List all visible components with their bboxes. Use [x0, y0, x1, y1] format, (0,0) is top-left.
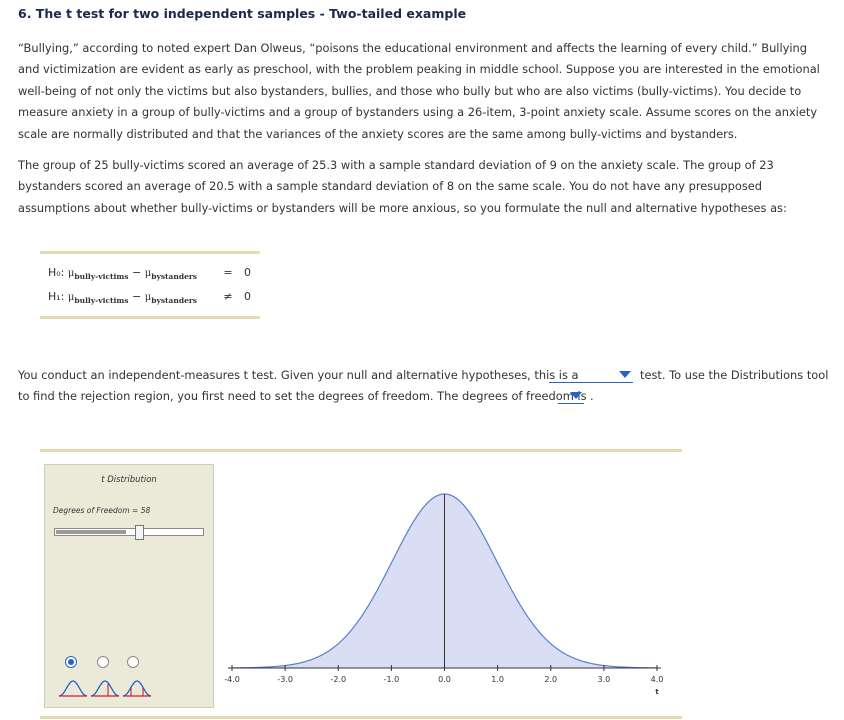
chevron-down-icon [570, 392, 582, 399]
t-distribution-chart[interactable] [212, 464, 682, 706]
x-axis-tick-label: -1.0 [383, 675, 400, 684]
df-slider-thumb[interactable] [135, 525, 144, 540]
x-axis-label: t [655, 688, 659, 696]
question-title: 6. The t test for two independent samples - Two-tailed example [18, 6, 467, 21]
h1-operator: ≠ [223, 290, 233, 303]
radio-two-tail[interactable] [127, 656, 139, 668]
test-type-dropdown[interactable] [549, 368, 633, 383]
distributions-tool [40, 449, 682, 719]
h0-operator: = [223, 266, 233, 279]
left-tail-icon[interactable] [59, 681, 87, 696]
group1-subscript: bully-victims [74, 272, 129, 282]
null-hypothesis-row [48, 266, 251, 282]
mu-symbol: μ [67, 292, 75, 303]
distribution-title: t Distribution [101, 475, 157, 485]
x-axis-tick-label: -4.0 [224, 675, 240, 684]
group1-subscript: bully-victims [74, 296, 129, 306]
distribution-plot-area[interactable] [212, 464, 682, 706]
mu-symbol: μ [67, 268, 75, 279]
x-axis-tick-label: -2.0 [330, 675, 347, 684]
group2-subscript: bystanders [151, 272, 198, 282]
h0-value: 0 [244, 266, 251, 279]
x-axis-tick-label: 0.0 [438, 675, 451, 684]
x-axis-tick-label: 3.0 [597, 675, 611, 684]
df-slider[interactable] [54, 528, 204, 536]
distribution-type-icons [55, 678, 155, 698]
test-type-text-before: You conduct an independent-measures t test. Given your null and alternative hypotheses, this is a [18, 368, 579, 382]
h1-label: H₁: [48, 290, 65, 303]
radio-one-tail-right[interactable] [97, 656, 109, 668]
h0-label: H₀: [48, 266, 65, 279]
df-text-before: to find the rejection region, you first need to set the degrees of freedom. The degrees of freedom is [18, 389, 587, 403]
tool-control-panel [44, 464, 214, 708]
x-axis-tick-label: 2.0 [544, 675, 558, 684]
h1-value: 0 [244, 290, 251, 303]
x-axis-tick-label: 4.0 [650, 675, 664, 684]
mu-symbol: μ [144, 292, 152, 303]
df-text-after: . [590, 389, 594, 403]
x-axis-tick-label: 1.0 [491, 675, 504, 684]
right-tail-icon[interactable] [91, 681, 119, 696]
group2-subscript: bystanders [151, 296, 198, 306]
problem-paragraph-2: The group of 25 bully-victims scored an average of 25.3 with a sample standard deviation of 9 on the anxiety scale. The group of 23 bystanders scored an average of 20.5 with a sample standard deviation of 8 on the same scale. You do not have any presupposed assumptions about whether bully-victims or bystanders will be more anxious, so you formulate the null and alternative hypotheses as: [18, 158, 787, 215]
two-tail-icon[interactable] [123, 681, 151, 696]
hypotheses-table [40, 251, 260, 319]
test-type-text-after: test. To use the Distributions tool [640, 368, 829, 382]
chevron-down-icon [619, 371, 631, 378]
alternative-hypothesis-row [48, 290, 251, 306]
mu-symbol: μ [144, 268, 152, 279]
problem-paragraph-1: “Bullying,” according to noted expert Dan Olweus, “poisons the educational environment and affects the learning of every child.” Bullying and victimization are evident as early as preschool, with the problem peaking in middle school. Suppose you are interested in the emotional well-being of not only the victims but also bystanders, bullies, and those who bully but who are also victims (bully-victims). You decide to measure anxiety in a group of bully-victims and a group of bystanders using a 26-item, 3-point anxiety scale. Assume scores on the anxiety scale are normally distributed and that the variances of the anxiety scores are the same among bully-victims and bystanders. [18, 41, 820, 141]
x-axis-tick-label: -3.0 [277, 675, 293, 684]
test-type-sentence [18, 368, 579, 382]
df-sentence [18, 389, 587, 403]
df-label: Degrees of Freedom = 58 [53, 506, 151, 515]
df-slider-fill [56, 530, 126, 534]
radio-one-tail-left[interactable] [65, 656, 77, 668]
minus-sign: − [132, 266, 142, 279]
degrees-of-freedom-dropdown[interactable] [558, 389, 584, 404]
minus-sign: − [132, 290, 142, 303]
